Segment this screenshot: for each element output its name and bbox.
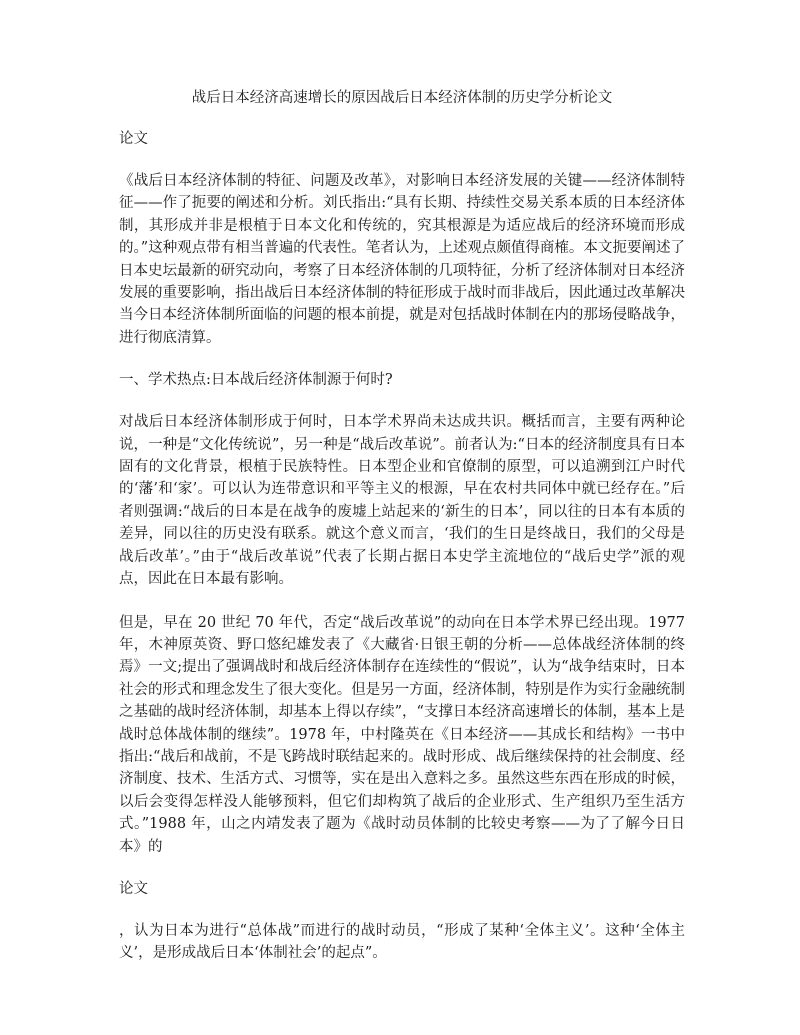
section-label-top: 论文	[119, 131, 148, 147]
paragraph-abstract: 《战后日本经济体制的特征、问题及改革》，对影响日本经济发展的关键——经济体制特征——作了扼要的阐述和分析。刘氏指出:“具有长期、持续性交易关系本质的日本经济体制，其形成并非是根植于日本文化和传统的，究其根源是为适应战后的经济环境而形成的。”这种观点带有相当普遍的代表性。笔者认为，上述观点颇值得商榷。本文扼要阐述了日本史坛最新的研究动向，考察了日本经济体制的几项特征，分析了经济体制对日本经济发展的重要影响，指出战后日本经济体制的特征形成于战时而非战后，因此通过改革解决当今日本经济体制所面临的问题的根本前提，就是对包括战时体制在内的那场侵略战争，进行彻底清算。	[119, 173, 685, 346]
paragraph-continuity-thesis: 但是，早在 20 世纪 70 年代，否定“战后改革说”的动向在日本学术界已经出现。1977 年，木神原英资、野口悠纪雄发表了《大藏省·日银王朝的分析——总体战经济体制的终焉》一文;提出了强调战时和战后经济体制存在连续性的“假说”，认为“战争结束时，日本社会的形式和理念发生了很大变化。但是另一方面，经济体制，特别是作为实行金融统制之基础的战时经济体制，却基本上得以存续”，“支撑日本经济高速增长的体制，基本上是战时总体战体制的继续”。1978 年，中村隆英在《日本经济——其成长和结构》一书中指出:“战后和战前，不是飞跨战时联结起来的。战时形成、战后继续保持的社会制度、经济制度、技术、生活方式、习惯等，实在是出入意料之多。虽然这些东西在形成的时候，以后会变得怎样没人能够预料，但它们却构筑了战后的企业形式、生产组织乃至生活方式。”1988 年，山之内靖发表了题为《战时动员体制的比较史考察——为了了解今日日本》的	[119, 614, 685, 855]
paragraph-origin-debate: 对战后日本经济体制形成于何时，日本学术界尚未达成共识。概括而言，主要有两种论说，一种是“文化传统说”，另一种是“战后改革说”。前者认为:“日本的经济制度具有日本固有的文化背景，根植于民族特性。日本型企业和官僚制的原型，可以追溯到江户时代的‘藩’和‘家’。可以认为连带意识和平等主义的根源，早在农村共同体中就已经存在。”后者则强调:“战后的日本是在战争的废墟上站起来的‘新生的日本’，同以往的日本有本质的差异，同以往的历史没有联系。就这个意义而言，‘我们的生日是终战日，我们的父母是战后改革’。”由于“战后改革说”代表了长期占据日本史学主流地位的“战后史学”派的观点，因此在日本最有影响。	[119, 414, 685, 588]
section-heading-1: 一、学术热点:日本战后经济体制源于何时?	[119, 372, 393, 389]
paragraph-total-war: ，认为日本为进行“总体战”而进行的战时动员，“形成了某种‘全体主义’。这种‘全体主义’，是形成战后日本‘体制社会’的起点”。	[119, 922, 685, 962]
section-label-mid: 论文	[119, 880, 148, 897]
document-title: 战后日本经济高速增长的原因战后日本经济体制的历史学分析论文	[191, 90, 613, 106]
document-page	[119, 88, 685, 986]
